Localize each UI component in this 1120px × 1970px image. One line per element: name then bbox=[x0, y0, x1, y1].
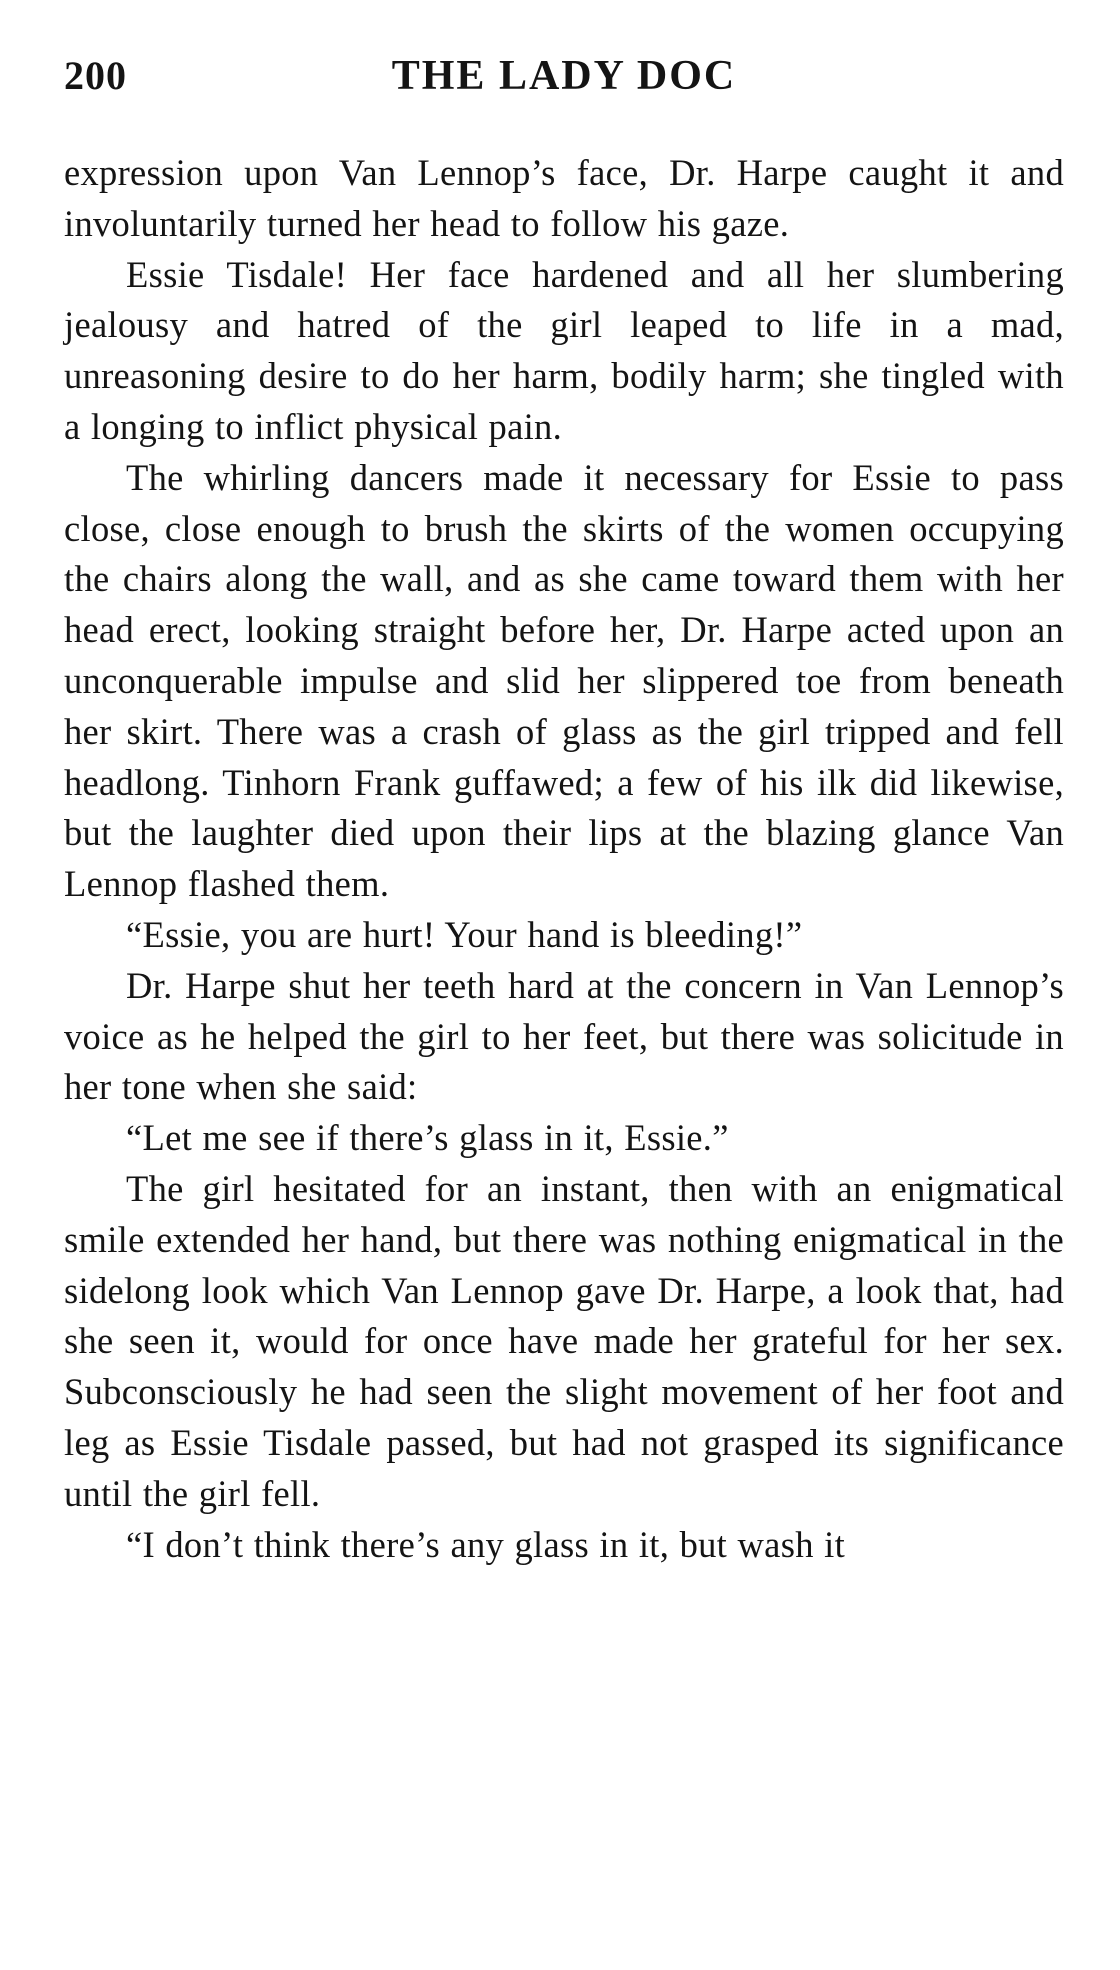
paragraph: The whirling dancers made it necessary for Essie to pass close, close enough to brush the skirts of the women occupying the chairs along the wall, and as she came toward them with her head erect, looking straight before her, Dr. Harpe acted upon an unconquerable impulse and slid her slippered toe from beneath her skirt. There was a crash of glass as the girl tripped and fell headlong. Tinhorn Frank guffawed; a few of his ilk did likewise, but the laughter died upon their lips at the blazing glance Van Lennop flashed them. bbox=[64, 456, 1064, 905]
dialogue-line: “Let me see if there’s glass in it, Essie.” bbox=[126, 1117, 729, 1159]
paragraph-continued: expression upon Van Lennop’s face, Dr. Harpe caught it and involuntarily turned her head to follow his gaze. bbox=[64, 152, 1064, 244]
body-text bbox=[64, 148, 1064, 1570]
dialogue-line: “Essie, you are hurt! Your hand is bleeding!” bbox=[126, 913, 803, 955]
paragraph: The girl hesitated for an instant, then with an enigmatical smile extended her hand, but there was nothing enigmatical in the sidelong look which Van Lennop gave Dr. Harpe, a look that, had she seen it, would for once have made her grateful for her sex. Subconsciously he had seen the slight movement of her foot and leg as Essie Tisdale passed, but had not grasped its significance until the girl fell. bbox=[64, 1167, 1064, 1514]
running-title: THE LADY DOC bbox=[391, 53, 737, 99]
paragraph: Essie Tisdale! Her face hardened and all her slumbering jealousy and hatred of the girl leaped to life in a mad, unreasoning desire to do her harm, bodily harm; she tingled with a longing to inflict physical pain. bbox=[64, 253, 1064, 447]
paragraph: Dr. Harpe shut her teeth hard at the concern in Van Lennop’s voice as he helped the girl to her feet, but there was solicitude in her tone when she said: bbox=[64, 964, 1064, 1108]
page-number: 200 bbox=[64, 53, 127, 98]
book-page bbox=[64, 52, 1064, 1570]
paragraph-continues: “I don’t think there’s any glass in it, but wash it bbox=[126, 1523, 846, 1565]
running-header bbox=[64, 52, 1064, 112]
